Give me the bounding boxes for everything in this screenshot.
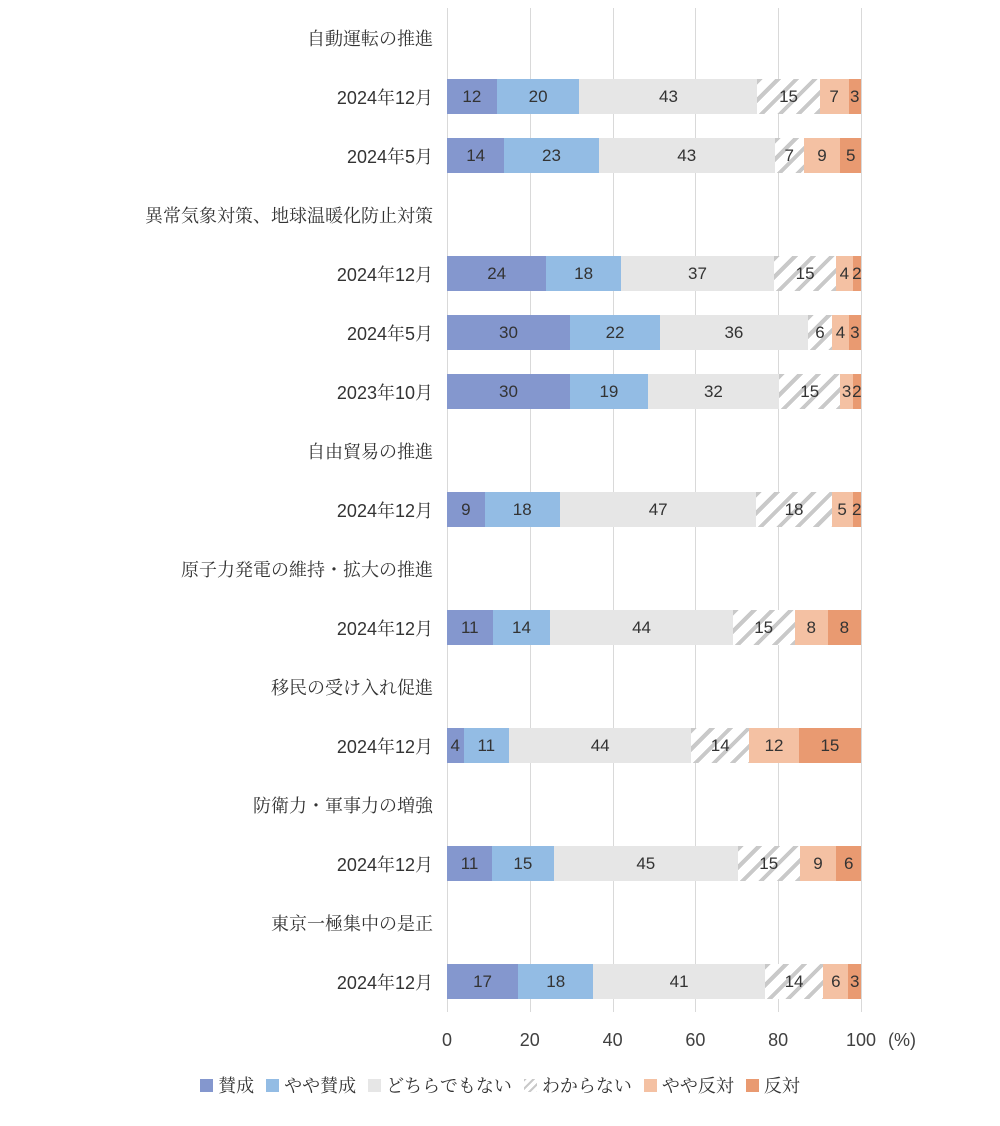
bar-segment-やや反対 — [836, 256, 853, 291]
bar-segment-わからない — [738, 846, 799, 881]
row-bar-area — [447, 374, 861, 409]
bar-segment-value: 44 — [590, 735, 610, 755]
bar-segment-value: 19 — [599, 381, 619, 401]
bar-segment-value: 2 — [852, 499, 862, 519]
data-row — [0, 598, 1000, 657]
bar-segment-value: 6 — [831, 971, 841, 991]
stacked-bar — [447, 256, 861, 291]
bar-segment-反対 — [836, 846, 861, 881]
bar-segment-やや賛成 — [497, 79, 580, 114]
stacked-bar — [447, 315, 861, 350]
bar-segment-賛成 — [447, 374, 570, 409]
bar-segment-賛成 — [447, 79, 497, 114]
bar-segment-反対 — [853, 492, 861, 527]
stacked-bar — [447, 964, 861, 999]
bar-segment-value: 30 — [499, 381, 518, 401]
bar-segment-value: 32 — [703, 381, 723, 401]
row-bar-area — [447, 79, 861, 114]
bar-segment-やや反対 — [840, 374, 852, 409]
category-title: 移民の受け入れ促進 — [271, 677, 433, 698]
bar-segment-やや反対 — [800, 846, 837, 881]
x-axis-tick-40: 40 — [602, 1030, 623, 1050]
legend-marker-反対 — [746, 1079, 759, 1092]
bar-segment-value: 9 — [813, 853, 823, 873]
bar-segment-賛成 — [447, 610, 493, 645]
data-row — [0, 67, 1000, 126]
bar-segment-value: 18 — [512, 499, 532, 519]
bar-segment-やや賛成 — [504, 138, 598, 173]
category-title-row — [0, 185, 1000, 244]
bar-segment-value: 43 — [659, 86, 678, 106]
legend-marker-やや反対 — [644, 1079, 657, 1092]
x-axis-tick-20: 20 — [519, 1030, 540, 1050]
legend-item-やや賛成 — [266, 1072, 356, 1098]
data-row — [0, 480, 1000, 539]
bar-segment-value: 5 — [845, 145, 856, 165]
row-label: 2024年5月 — [346, 146, 433, 167]
bar-segment-わからない — [774, 256, 836, 291]
bar-segment-value: 30 — [499, 322, 518, 342]
bar-segment-やや反対 — [804, 138, 841, 173]
bar-segment-value: 3 — [849, 971, 860, 991]
bar-segment-value: 15 — [820, 735, 840, 755]
x-axis-tick-100: 100 — [845, 1030, 877, 1050]
bar-segment-反対 — [799, 728, 861, 763]
legend — [0, 1072, 1000, 1098]
data-row — [0, 952, 1000, 1011]
data-row — [0, 126, 1000, 185]
x-axis-tick-0: 0 — [441, 1030, 453, 1050]
bar-segment-賛成 — [447, 492, 485, 527]
bar-segment-どちらでもない — [550, 610, 732, 645]
category-title: 防衛力・軍事力の増強 — [253, 795, 433, 816]
bar-segment-わからない — [691, 728, 749, 763]
bar-segment-value: 8 — [806, 617, 817, 637]
bar-segment-value: 14 — [512, 617, 531, 637]
bar-segment-value: 4 — [839, 263, 850, 283]
bar-segment-わからない — [765, 964, 824, 999]
bar-segment-賛成 — [447, 138, 504, 173]
bar-segment-value: 20 — [528, 86, 548, 106]
bar-segment-やや賛成 — [492, 846, 553, 881]
bar-segment-value: 9 — [817, 145, 827, 165]
bar-segment-value: 45 — [636, 853, 656, 873]
bar-segment-やや賛成 — [464, 728, 510, 763]
data-row — [0, 362, 1000, 421]
legend-marker-やや賛成 — [266, 1079, 279, 1092]
chart-rows — [0, 8, 1000, 1011]
bar-segment-賛成 — [447, 728, 464, 763]
bar-segment-反対 — [849, 315, 861, 350]
bar-segment-value: 14 — [710, 735, 730, 755]
data-row — [0, 716, 1000, 775]
bar-segment-value: 22 — [605, 322, 625, 342]
bar-segment-賛成 — [447, 846, 492, 881]
bar-segment-やや反対 — [795, 610, 828, 645]
row-bar-area — [447, 256, 861, 291]
row-label: 2024年12月 — [336, 736, 433, 757]
bar-segment-やや反対 — [832, 315, 848, 350]
bar-segment-やや反対 — [823, 964, 848, 999]
bar-segment-やや賛成 — [485, 492, 560, 527]
bar-segment-反対 — [849, 79, 861, 114]
bar-segment-value: 43 — [677, 145, 697, 165]
bar-segment-反対 — [853, 256, 861, 291]
bar-segment-どちらでもない — [660, 315, 808, 350]
category-title: 東京一極集中の是正 — [271, 913, 433, 934]
legend-item-やや反対 — [644, 1072, 734, 1098]
x-axis-unit-label: (%) — [888, 1030, 916, 1050]
data-row — [0, 303, 1000, 362]
bar-segment-賛成 — [447, 315, 570, 350]
bar-segment-どちらでもない — [599, 138, 775, 173]
bar-segment-value: 15 — [795, 263, 815, 283]
bar-segment-やや賛成 — [493, 610, 551, 645]
legend-item-反対 — [746, 1072, 800, 1098]
bar-segment-value: 6 — [843, 853, 854, 873]
category-title: 自動運転の推進 — [307, 28, 433, 49]
category-title-row — [0, 421, 1000, 480]
row-label: 2023年10月 — [336, 382, 433, 403]
row-bar-area — [447, 492, 861, 527]
bar-segment-わからない — [779, 374, 840, 409]
bar-segment-どちらでもない — [509, 728, 691, 763]
bar-segment-value: 18 — [784, 499, 804, 519]
stacked-bar — [447, 79, 861, 114]
row-label: 2024年12月 — [336, 972, 433, 993]
bar-segment-value: 15 — [754, 617, 774, 637]
bar-segment-どちらでもない — [554, 846, 738, 881]
row-bar-area — [447, 846, 861, 881]
bar-segment-どちらでもない — [560, 492, 757, 527]
x-axis-tick-80: 80 — [768, 1030, 789, 1050]
bar-segment-やや賛成 — [546, 256, 621, 291]
row-label: 2024年12月 — [336, 500, 433, 521]
bar-segment-value: 14 — [784, 971, 804, 991]
row-label: 2024年12月 — [336, 618, 433, 639]
bar-segment-やや賛成 — [518, 964, 593, 999]
bar-segment-わからない — [775, 138, 804, 173]
row-label: 2024年5月 — [346, 323, 433, 344]
bar-segment-value: 11 — [460, 853, 479, 873]
bar-segment-value: 11 — [477, 735, 496, 755]
bar-segment-value: 36 — [724, 322, 744, 342]
category-title-row — [0, 8, 1000, 67]
data-row — [0, 244, 1000, 303]
legend-label: どちらでもない — [386, 1076, 512, 1096]
bar-segment-value: 7 — [829, 86, 839, 106]
row-bar-area — [447, 728, 861, 763]
bar-segment-value: 17 — [473, 971, 492, 991]
legend-marker-どちらでもない — [368, 1079, 381, 1092]
bar-segment-value: 2 — [852, 381, 862, 401]
bar-segment-value: 15 — [513, 853, 533, 873]
bar-segment-やや反対 — [820, 79, 849, 114]
stacked-bar — [447, 610, 861, 645]
legend-label: 反対 — [763, 1076, 800, 1096]
category-title: 自由貿易の推進 — [307, 441, 433, 462]
row-bar-area — [447, 315, 861, 350]
bar-segment-value: 11 — [460, 617, 479, 637]
bar-segment-value: 9 — [461, 499, 471, 519]
row-label: 2024年12月 — [336, 264, 433, 285]
legend-label: わからない — [541, 1076, 632, 1096]
category-title: 原子力発電の維持・拡大の推進 — [181, 559, 433, 580]
legend-item-どちらでもない — [368, 1072, 512, 1098]
bar-segment-賛成 — [447, 256, 546, 291]
category-title-row — [0, 657, 1000, 716]
bar-segment-やや反対 — [832, 492, 853, 527]
bar-segment-value: 41 — [669, 971, 689, 991]
bar-segment-value: 18 — [574, 263, 594, 283]
bar-segment-反対 — [828, 610, 861, 645]
bar-segment-value: 44 — [632, 617, 652, 637]
category-title-row — [0, 775, 1000, 834]
bar-segment-わからない — [733, 610, 795, 645]
bar-segment-value: 12 — [462, 86, 482, 106]
bar-segment-賛成 — [447, 964, 518, 999]
bar-segment-value: 15 — [759, 853, 779, 873]
row-bar-area — [447, 610, 861, 645]
row-label: 2024年12月 — [336, 854, 433, 875]
bar-segment-value: 18 — [546, 971, 566, 991]
legend-item-賛成 — [200, 1072, 254, 1098]
category-title: 異常気象対策、地球温暖化防止対策 — [145, 205, 433, 226]
bar-segment-value: 12 — [764, 735, 784, 755]
bar-segment-value: 8 — [839, 617, 850, 637]
category-title-row — [0, 539, 1000, 598]
stacked-bar — [447, 138, 861, 173]
legend-label: やや賛成 — [284, 1076, 357, 1096]
bar-segment-どちらでもない — [579, 79, 757, 114]
bar-segment-value: 2 — [852, 263, 862, 283]
legend-marker-賛成 — [200, 1079, 213, 1092]
bar-segment-わからない — [808, 315, 833, 350]
category-title-row — [0, 893, 1000, 952]
legend-item-わからない — [524, 1072, 632, 1098]
stacked-bar — [447, 374, 861, 409]
bar-segment-どちらでもない — [621, 256, 774, 291]
bar-segment-反対 — [848, 964, 861, 999]
bar-segment-どちらでもない — [648, 374, 779, 409]
bar-segment-value: 4 — [835, 322, 846, 342]
data-row — [0, 834, 1000, 893]
bar-segment-わからない — [757, 79, 819, 114]
bar-segment-value: 7 — [784, 145, 794, 165]
stacked-bar — [447, 846, 861, 881]
bar-segment-やや賛成 — [570, 315, 660, 350]
x-axis — [441, 1030, 877, 1054]
bar-segment-反対 — [853, 374, 861, 409]
bar-segment-value: 37 — [688, 263, 707, 283]
bar-segment-やや賛成 — [570, 374, 648, 409]
row-bar-area — [447, 964, 861, 999]
bar-segment-value: 23 — [542, 145, 561, 165]
bar-segment-value: 3 — [841, 381, 852, 401]
row-label: 2024年12月 — [336, 87, 433, 108]
bar-segment-value: 14 — [466, 145, 486, 165]
x-axis-tick-60: 60 — [685, 1030, 706, 1050]
bar-segment-反対 — [840, 138, 860, 173]
bar-segment-value: 47 — [648, 499, 668, 519]
bar-segment-value: 3 — [850, 86, 860, 106]
bar-segment-わからない — [756, 492, 831, 527]
bar-segment-どちらでもない — [593, 964, 764, 999]
bar-segment-value: 15 — [779, 86, 798, 106]
legend-label: やや反対 — [661, 1076, 734, 1096]
bar-segment-value: 6 — [815, 322, 825, 342]
stacked-bar — [447, 492, 861, 527]
bar-segment-value: 4 — [450, 735, 460, 755]
bar-segment-やや反対 — [749, 728, 799, 763]
bar-segment-value: 24 — [487, 263, 507, 283]
legend-marker-わからない — [524, 1079, 537, 1092]
stacked-bar — [447, 728, 861, 763]
bar-segment-value: 3 — [850, 322, 860, 342]
bar-segment-value: 5 — [837, 499, 847, 519]
legend-label: 賛成 — [218, 1076, 255, 1096]
row-bar-area — [447, 138, 861, 173]
bar-segment-value: 15 — [800, 381, 820, 401]
